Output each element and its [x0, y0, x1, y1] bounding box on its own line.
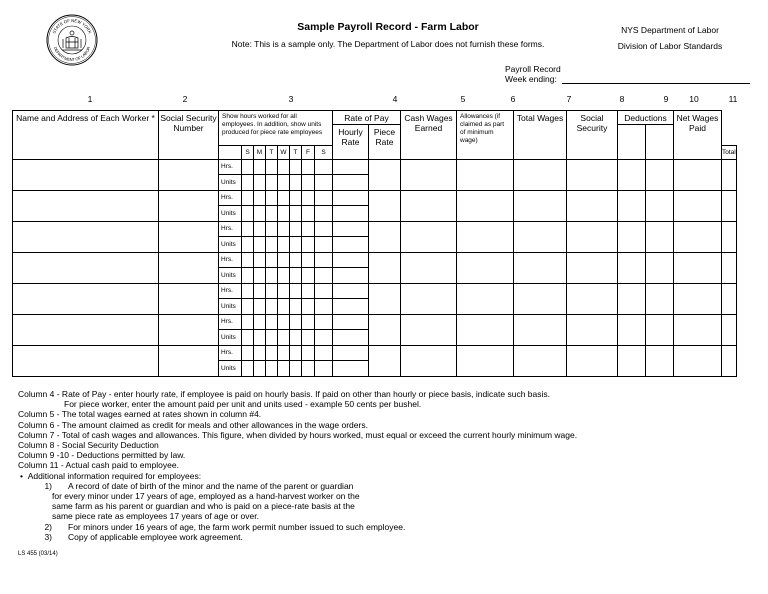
hours-cell[interactable]: [242, 315, 254, 330]
units-cell[interactable]: [242, 175, 254, 191]
note-item-2-number: 2): [44, 521, 52, 532]
payroll-record-label: Payroll Record: [505, 64, 561, 74]
hours-cell[interactable]: [254, 315, 266, 330]
worker-row-hrs: [13, 191, 737, 206]
units-cell[interactable]: [242, 330, 254, 346]
hours-cell[interactable]: [290, 222, 302, 237]
form-title: Sample Payroll Record - Farm Labor: [297, 21, 479, 33]
header-row-1: [13, 111, 737, 125]
note-col7: Column 7 - Total of cash wages and allowances. This figure, when divided by hours worked, must equal or exceed the current hourly minimum wage.: [18, 429, 578, 440]
units-cell[interactable]: [315, 299, 333, 315]
allowances-cell[interactable]: [514, 191, 567, 222]
note-item-1-cont-2: same farm as his parent or guardian and who is paid on a piece-rate basis at the: [52, 501, 355, 512]
social-security-cell[interactable]: [618, 346, 646, 377]
units-cell[interactable]: [333, 206, 369, 222]
units-cell[interactable]: [254, 299, 266, 315]
total-wages-cell[interactable]: [567, 346, 618, 377]
units-cell[interactable]: [278, 330, 290, 346]
hours-cell[interactable]: [242, 191, 254, 206]
social-security-cell[interactable]: [618, 222, 646, 253]
hours-cell[interactable]: [315, 253, 333, 268]
hours-cell[interactable]: [266, 222, 278, 237]
hourly-rate-header: Hourly Rate: [333, 125, 369, 160]
net-wages-header: Net Wages Paid: [674, 111, 722, 160]
worker-ssn-cell[interactable]: [159, 315, 219, 346]
day-header-mon: M: [254, 146, 266, 160]
week-ending-field[interactable]: [562, 83, 750, 84]
hours-cell[interactable]: [302, 191, 315, 206]
deduction-9-header: [618, 125, 646, 160]
day-header-wed: W: [278, 146, 290, 160]
hours-cell[interactable]: [266, 346, 278, 361]
hrs-label: Hrs.: [219, 346, 242, 361]
hrs-label: Hrs.: [219, 222, 242, 237]
day-label-spacer: [219, 146, 242, 160]
hours-cell[interactable]: [290, 284, 302, 299]
note-item-1: [18, 481, 577, 491]
units-cell[interactable]: [290, 268, 302, 284]
payroll-table: [12, 110, 737, 377]
units-label: Units: [219, 361, 242, 377]
piece-rate-header: Piece Rate: [369, 125, 401, 160]
deduction-9-cell[interactable]: [646, 191, 674, 222]
column-number-4: 4: [392, 94, 398, 104]
column-number-10: 10: [689, 94, 699, 104]
note-col6: Column 6 - The amount claimed as credit for meals and other allowances in the wage orders.: [18, 419, 368, 430]
allowances-header: Allowances (if claimed as part of minimum wage): [457, 111, 514, 160]
hours-cell[interactable]: [290, 191, 302, 206]
hrs-label: Hrs.: [219, 160, 242, 175]
piece-rate-cell[interactable]: [401, 315, 457, 346]
note-additional: [18, 471, 577, 481]
note-item-1-cont-3: same piece rate as employees 17 years of age or over.: [52, 511, 259, 522]
column-number-3: 3: [288, 94, 294, 104]
hourly-rate-cell[interactable]: [369, 284, 401, 315]
column-number-1: 1: [87, 94, 93, 104]
worker-name-address-cell[interactable]: [13, 191, 159, 222]
units-label: Units: [219, 299, 242, 315]
deduction-10-cell[interactable]: [674, 284, 722, 315]
units-cell[interactable]: [302, 175, 315, 191]
hours-cell[interactable]: [254, 222, 266, 237]
units-cell[interactable]: [290, 299, 302, 315]
total-wages-cell[interactable]: [567, 284, 618, 315]
total-wages-cell[interactable]: [567, 222, 618, 253]
worker-row-hrs: [13, 253, 737, 268]
hours-cell[interactable]: [315, 160, 333, 175]
net-wages-cell[interactable]: [722, 160, 737, 191]
units-cell[interactable]: [290, 361, 302, 377]
hourly-rate-cell[interactable]: [369, 222, 401, 253]
hours-cell[interactable]: [302, 160, 315, 175]
net-wages-cell[interactable]: [722, 253, 737, 284]
piece-rate-cell[interactable]: [401, 284, 457, 315]
units-label: Units: [219, 268, 242, 284]
net-wages-cell[interactable]: [722, 222, 737, 253]
cash-wages-header: Cash Wages Earned: [401, 111, 457, 160]
net-wages-cell[interactable]: [722, 315, 737, 346]
allowances-cell[interactable]: [514, 160, 567, 191]
rate-of-pay-header: Rate of Pay: [333, 111, 401, 125]
agency-name: NYS Department of Labor: [621, 25, 719, 35]
units-label: Units: [219, 330, 242, 346]
units-cell[interactable]: [266, 237, 278, 253]
units-cell[interactable]: [315, 175, 333, 191]
hourly-rate-cell[interactable]: [369, 160, 401, 191]
hours-cell[interactable]: [302, 222, 315, 237]
worker-ssn-cell[interactable]: [159, 346, 219, 377]
piece-rate-cell[interactable]: [401, 191, 457, 222]
hrs-label: Hrs.: [219, 253, 242, 268]
note-item-3-text: Copy of applicable employee work agreement.: [68, 531, 243, 542]
social-security-header: Social Security: [567, 111, 618, 160]
hours-cell[interactable]: [278, 284, 290, 299]
allowances-cell[interactable]: [514, 346, 567, 377]
allowances-cell[interactable]: [514, 253, 567, 284]
units-cell[interactable]: [290, 206, 302, 222]
day-header-total: Total: [722, 146, 737, 160]
units-cell[interactable]: [315, 330, 333, 346]
piece-rate-cell[interactable]: [401, 346, 457, 377]
hours-cell[interactable]: [278, 315, 290, 330]
worker-name-address-cell[interactable]: [13, 253, 159, 284]
worker-ssn-cell[interactable]: [159, 222, 219, 253]
net-wages-cell[interactable]: [722, 191, 737, 222]
units-cell[interactable]: [254, 237, 266, 253]
hours-instruction-header: Show hours worked for all employees. In addition, show units produced for piece rate employees: [219, 111, 333, 146]
ssn-header: Social Security Number: [159, 111, 219, 160]
deduction-10-cell[interactable]: [674, 253, 722, 284]
units-cell[interactable]: [242, 299, 254, 315]
column-number-9: 9: [663, 94, 669, 104]
hours-cell[interactable]: [242, 222, 254, 237]
sample-note: Note: This is a sample only. The Department of Labor does not furnish these forms.: [231, 39, 545, 49]
note-item-3: [18, 532, 577, 542]
hours-cell[interactable]: [315, 222, 333, 237]
units-cell[interactable]: [333, 237, 369, 253]
units-cell[interactable]: [333, 268, 369, 284]
hours-cell[interactable]: [242, 346, 254, 361]
form-number: LS 455 (03/14): [18, 551, 58, 557]
payroll-record-block: [505, 64, 561, 84]
units-cell[interactable]: [315, 237, 333, 253]
piece-rate-cell[interactable]: [401, 222, 457, 253]
deduction-10-cell[interactable]: [674, 315, 722, 346]
worker-name-address-cell[interactable]: [13, 315, 159, 346]
note-item-1-text: A record of date of birth of the minor and the name of the parent or guardian: [68, 480, 354, 491]
hours-cell[interactable]: [254, 346, 266, 361]
allowances-cell[interactable]: [514, 315, 567, 346]
deduction-10-cell[interactable]: [674, 222, 722, 253]
deduction-9-cell[interactable]: [646, 284, 674, 315]
agency-block: [590, 22, 750, 54]
column-notes: [18, 389, 577, 542]
hours-cell[interactable]: [302, 315, 315, 330]
division-name: Division of Labor Standards: [617, 41, 723, 51]
units-cell[interactable]: [242, 268, 254, 284]
social-security-cell[interactable]: [618, 315, 646, 346]
note-item-2-text: For minors under 16 years of age, the farm work permit number issued to such employee.: [68, 521, 406, 532]
hours-cell[interactable]: [278, 222, 290, 237]
net-wages-cell[interactable]: [722, 346, 737, 377]
social-security-cell[interactable]: [618, 160, 646, 191]
hours-cell[interactable]: [315, 284, 333, 299]
units-cell[interactable]: [254, 206, 266, 222]
hourly-rate-cell[interactable]: [369, 191, 401, 222]
total-wages-header: Total Wages: [514, 111, 567, 160]
hours-cell[interactable]: [315, 346, 333, 361]
piece-rate-cell[interactable]: [401, 160, 457, 191]
hourly-rate-cell[interactable]: [369, 346, 401, 377]
hours-cell[interactable]: [302, 284, 315, 299]
units-cell[interactable]: [315, 361, 333, 377]
hourly-rate-cell[interactable]: [369, 253, 401, 284]
units-label: Units: [219, 175, 242, 191]
units-cell[interactable]: [266, 175, 278, 191]
worker-row-hrs: [13, 284, 737, 299]
hrs-label: Hrs.: [219, 191, 242, 206]
hours-cell[interactable]: [242, 160, 254, 175]
units-cell[interactable]: [315, 268, 333, 284]
deduction-9-cell[interactable]: [646, 346, 674, 377]
bullet-icon: •: [20, 470, 23, 481]
note-item-2: [18, 522, 577, 532]
total-wages-cell[interactable]: [567, 315, 618, 346]
units-cell[interactable]: [242, 206, 254, 222]
worker-name-address-cell[interactable]: [13, 346, 159, 377]
day-header-tue: T: [266, 146, 278, 160]
units-cell[interactable]: [315, 206, 333, 222]
hours-cell[interactable]: [278, 253, 290, 268]
hours-cell[interactable]: [254, 191, 266, 206]
nys-dept-of-labor-seal: [46, 14, 98, 66]
note-item-1-cont-1: for every minor under 17 years of age, employed as a hand-harvest worker on the: [52, 491, 360, 502]
units-cell[interactable]: [254, 330, 266, 346]
hours-cell[interactable]: [242, 284, 254, 299]
units-cell[interactable]: [302, 206, 315, 222]
column-number-5: 5: [460, 94, 466, 104]
note-col9-10: Column 9 -10 - Deductions permitted by law.: [18, 450, 186, 461]
note-col11: Column 11 - Actual cash paid to employee.: [18, 460, 179, 471]
day-header-fri: F: [302, 146, 315, 160]
units-cell[interactable]: [266, 268, 278, 284]
units-cell[interactable]: [254, 268, 266, 284]
week-ending-label: Week ending:: [505, 74, 557, 84]
cash-wages-cell[interactable]: [457, 191, 514, 222]
worker-row-hrs: [13, 222, 737, 237]
units-cell[interactable]: [302, 299, 315, 315]
units-cell[interactable]: [254, 361, 266, 377]
hours-cell[interactable]: [254, 160, 266, 175]
units-cell[interactable]: [278, 175, 290, 191]
hours-cell[interactable]: [266, 253, 278, 268]
social-security-cell[interactable]: [618, 191, 646, 222]
worker-row-hrs: [13, 346, 737, 361]
worker-name-address-cell[interactable]: [13, 222, 159, 253]
hours-cell[interactable]: [278, 346, 290, 361]
total-wages-cell[interactable]: [567, 191, 618, 222]
cash-wages-cell[interactable]: [457, 315, 514, 346]
units-cell[interactable]: [242, 237, 254, 253]
note-item-1-number: 1): [44, 480, 52, 491]
day-header-thu: T: [290, 146, 302, 160]
hours-cell[interactable]: [333, 315, 369, 330]
worker-name-address-cell[interactable]: [13, 284, 159, 315]
units-cell[interactable]: [333, 175, 369, 191]
hours-cell[interactable]: [333, 253, 369, 268]
piece-rate-cell[interactable]: [401, 253, 457, 284]
units-cell[interactable]: [290, 330, 302, 346]
note-col4: Column 4 - Rate of Pay - enter hourly rate, if employee is paid on hourly basis. If paid on other than hourly or piece basis, indicate such basis.: [18, 389, 551, 399]
deduction-9-cell[interactable]: [646, 160, 674, 191]
hours-cell[interactable]: [302, 346, 315, 361]
note-col8: Column 8 - Social Security Deduction: [18, 440, 159, 451]
hours-cell[interactable]: [302, 253, 315, 268]
hrs-label: Hrs.: [219, 315, 242, 330]
hours-cell[interactable]: [266, 315, 278, 330]
deduction-10-cell[interactable]: [674, 346, 722, 377]
units-cell[interactable]: [333, 330, 369, 346]
hours-cell[interactable]: [315, 315, 333, 330]
column-number-8: 8: [619, 94, 625, 104]
hours-cell[interactable]: [290, 346, 302, 361]
allowances-cell[interactable]: [514, 222, 567, 253]
total-wages-cell[interactable]: [567, 160, 618, 191]
seal-top-text: STATE OF NEW YORK: [51, 17, 93, 35]
hours-cell[interactable]: [290, 160, 302, 175]
hours-cell[interactable]: [290, 315, 302, 330]
units-cell[interactable]: [278, 237, 290, 253]
net-wages-cell[interactable]: [722, 284, 737, 315]
note-col4-piece: For piece worker, enter the amount paid per unit and units used - example 50 cents per bushel.: [64, 399, 422, 410]
hours-cell[interactable]: [266, 284, 278, 299]
day-header-sat: S: [315, 146, 333, 160]
social-security-cell[interactable]: [618, 253, 646, 284]
deduction-9-cell[interactable]: [646, 315, 674, 346]
hours-cell[interactable]: [266, 160, 278, 175]
worker-ssn-cell[interactable]: [159, 191, 219, 222]
hours-cell[interactable]: [333, 346, 369, 361]
column-number-7: 7: [566, 94, 572, 104]
hours-cell[interactable]: [278, 160, 290, 175]
hours-cell[interactable]: [254, 253, 266, 268]
worker-name-address-cell[interactable]: [13, 160, 159, 191]
deductions-header: Deductions: [618, 111, 674, 125]
note-item-3-number: 3): [44, 531, 52, 542]
worker-ssn-cell[interactable]: [159, 160, 219, 191]
units-cell[interactable]: [278, 268, 290, 284]
column-number-6: 6: [510, 94, 516, 104]
hours-cell[interactable]: [315, 191, 333, 206]
worker-ssn-cell[interactable]: [159, 284, 219, 315]
note-additional-text: Additional information required for employees:: [27, 470, 202, 481]
units-cell[interactable]: [302, 237, 315, 253]
units-cell[interactable]: [242, 361, 254, 377]
units-cell[interactable]: [266, 299, 278, 315]
deduction-9-cell[interactable]: [646, 222, 674, 253]
hours-cell[interactable]: [254, 284, 266, 299]
cash-wages-cell[interactable]: [457, 160, 514, 191]
units-cell[interactable]: [333, 299, 369, 315]
units-cell[interactable]: [278, 361, 290, 377]
hours-cell[interactable]: [266, 191, 278, 206]
cash-wages-cell[interactable]: [457, 346, 514, 377]
cash-wages-cell[interactable]: [457, 253, 514, 284]
worker-row-hrs: [13, 160, 737, 175]
cash-wages-cell[interactable]: [457, 284, 514, 315]
worker-ssn-cell[interactable]: [159, 253, 219, 284]
hrs-label: Hrs.: [219, 284, 242, 299]
units-label: Units: [219, 206, 242, 222]
cash-wages-cell[interactable]: [457, 222, 514, 253]
column-number-2: 2: [182, 94, 188, 104]
deduction-10-header: [646, 125, 674, 160]
worker-row-hrs: [13, 315, 737, 330]
deduction-10-cell[interactable]: [674, 160, 722, 191]
column-number-11: 11: [728, 94, 738, 104]
units-cell[interactable]: [266, 330, 278, 346]
hours-cell[interactable]: [333, 160, 369, 175]
units-cell[interactable]: [333, 361, 369, 377]
seal-bottom-text: DEPARTMENT OF LABOR: [52, 45, 92, 63]
hours-cell[interactable]: [290, 253, 302, 268]
hours-cell[interactable]: [278, 191, 290, 206]
hours-cell[interactable]: [333, 222, 369, 237]
total-wages-cell[interactable]: [567, 253, 618, 284]
units-cell[interactable]: [302, 268, 315, 284]
units-cell[interactable]: [302, 361, 315, 377]
units-cell[interactable]: [290, 175, 302, 191]
day-header-sun: S: [242, 146, 254, 160]
allowances-cell[interactable]: [514, 284, 567, 315]
deduction-10-cell[interactable]: [674, 191, 722, 222]
units-cell[interactable]: [290, 237, 302, 253]
note-col5: Column 5 - The total wages earned at rates shown in column #4.: [18, 409, 262, 420]
units-cell[interactable]: [254, 175, 266, 191]
deduction-9-cell[interactable]: [646, 253, 674, 284]
name-address-header: Name and Address of Each Worker *: [13, 111, 159, 160]
hours-cell[interactable]: [333, 284, 369, 299]
units-cell[interactable]: [302, 330, 315, 346]
hourly-rate-cell[interactable]: [369, 315, 401, 346]
hours-cell[interactable]: [242, 253, 254, 268]
units-cell[interactable]: [266, 361, 278, 377]
units-cell[interactable]: [266, 206, 278, 222]
units-label: Units: [219, 237, 242, 253]
social-security-cell[interactable]: [618, 284, 646, 315]
hours-cell[interactable]: [333, 191, 369, 206]
units-cell[interactable]: [278, 299, 290, 315]
units-cell[interactable]: [278, 206, 290, 222]
